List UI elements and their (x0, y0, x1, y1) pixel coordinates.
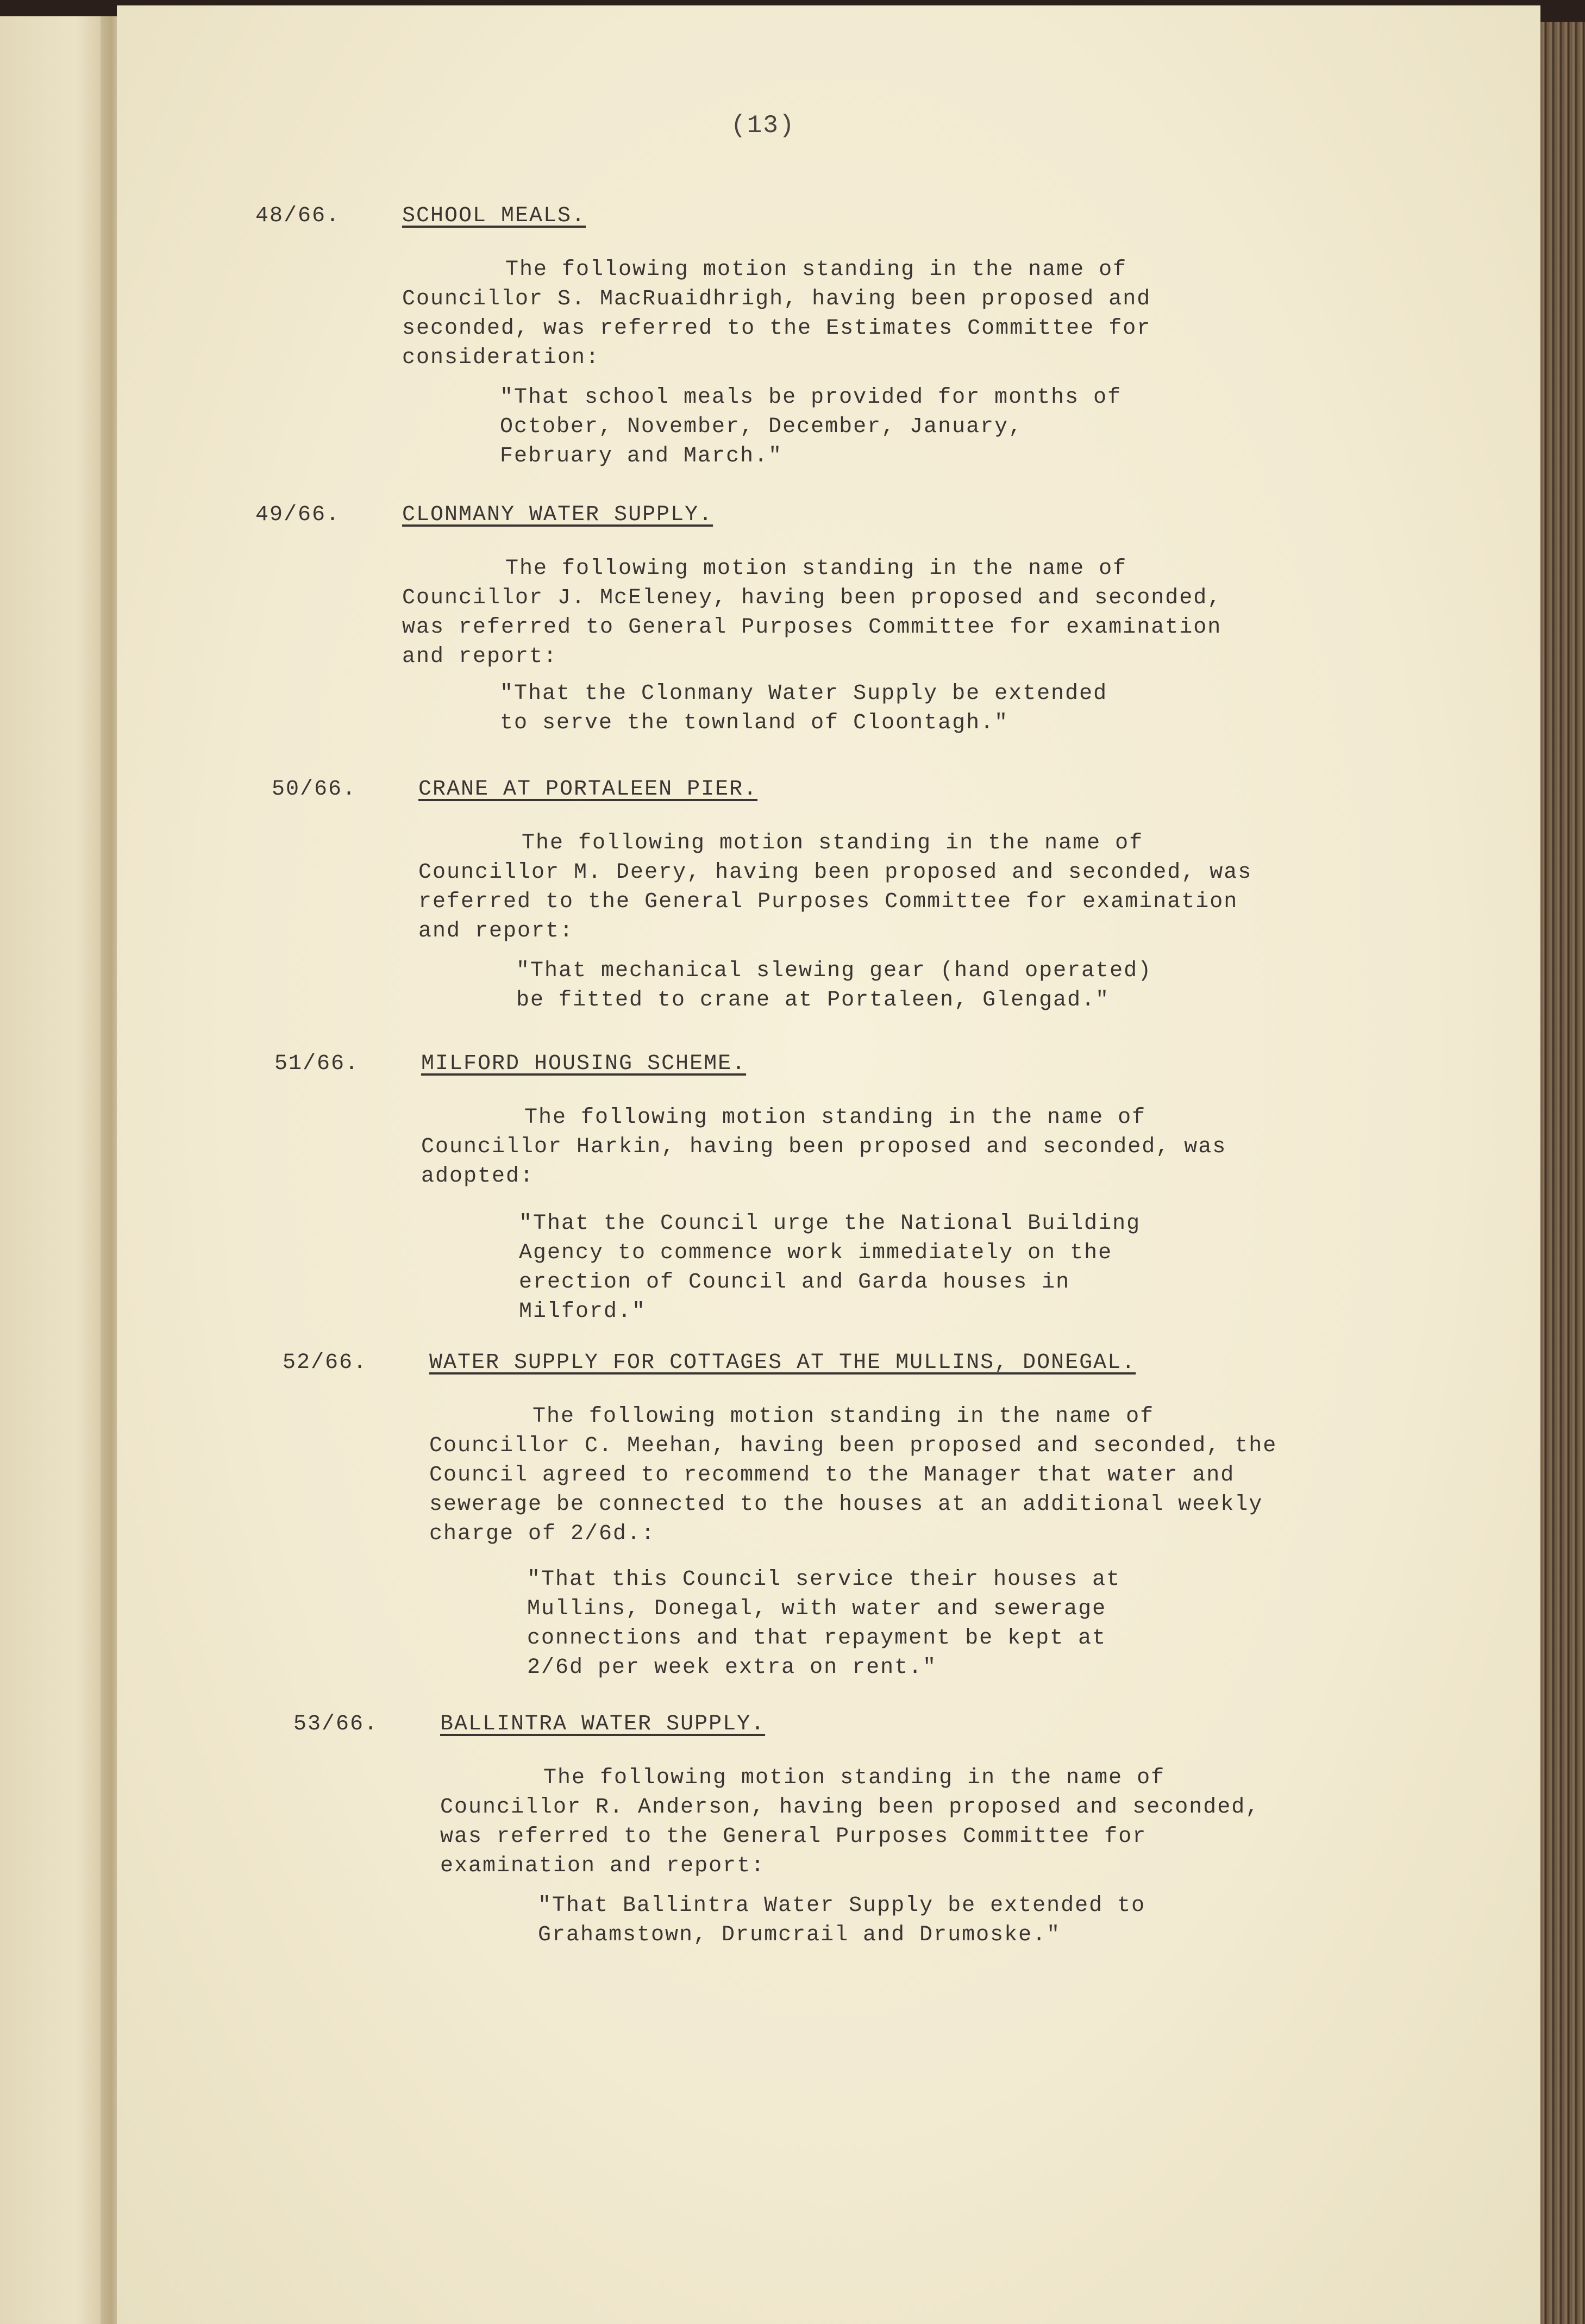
motion-number: 50/66. (272, 777, 357, 802)
motion-body: The following motion standing in the name of Councillor Harkin, having been proposed and seconded, was adopted: (421, 1105, 1227, 1189)
motion-body: The following motion standing in the name of Councillor S. MacRuaidhrigh, having been proposed and seconded, was referred to the Estimates Committee for consideration: (402, 258, 1151, 370)
motion-body: The following motion standing in the name of Councillor J. McEleney, having been proposed and seconded, was referred to General Purposes Committee for examination and report: (402, 557, 1222, 669)
motion-number: 53/66. (293, 1712, 379, 1736)
motion-number: 52/66. (283, 1351, 368, 1375)
motion-quote: "That the Clonmany Water Supply be extended to serve the townland of Cloontagh." (500, 682, 1108, 735)
page-number: (13) (731, 111, 795, 140)
motion-number: 51/66. (274, 1052, 360, 1076)
motion-heading: CRANE AT PORTALEEN PIER. (418, 777, 758, 802)
motion-body: The following motion standing in the name of Councillor M. Deery, having been proposed and seconded, was referred to the General Purposes Committee for examination and report: (418, 831, 1252, 944)
motion-heading: MILFORD HOUSING SCHEME. (421, 1052, 747, 1076)
motion-heading: CLONMANY WATER SUPPLY. (402, 503, 713, 527)
motion-quote: "That mechanical slewing gear (hand operated) be fitted to crane at Portaleen, Glengad." (516, 959, 1152, 1013)
motion-number: 49/66. (255, 503, 341, 527)
motion-heading: BALLINTRA WATER SUPPLY. (440, 1712, 766, 1736)
motion-body: The following motion standing in the name of Councillor C. Meehan, having been proposed and seconded, the Council agreed to recommend to the Manager that water and sewerage be connected to the houses at an additional weekly charge of 2/6d.: (429, 1404, 1277, 1546)
motion-heading: WATER SUPPLY FOR COTTAGES AT THE MULLINS, DONEGAL. (429, 1351, 1136, 1375)
motion-heading: SCHOOL MEALS. (402, 204, 586, 228)
motion-quote: "That the Council urge the National Building Agency to commence work immediately on the erection of Council and Garda houses in Milford." (519, 1211, 1141, 1324)
motion-body: The following motion standing in the name of Councillor R. Anderson, having been proposed and seconded, was referred to the General Purposes Committee for examination and report: (440, 1766, 1260, 1878)
motion-quote: "That Ballintra Water Supply be extended to Grahamstown, Drumcrail and Drumoske." (538, 1894, 1146, 1947)
motion-quote: "That school meals be provided for months of October, November, December, January, February and March." (500, 385, 1122, 468)
motion-number: 48/66. (255, 204, 341, 228)
motion-quote: "That this Council service their houses at Mullins, Donegal, with water and sewerage connections and that repayment be kept at 2/6d per week extra on rent." (527, 1567, 1121, 1680)
